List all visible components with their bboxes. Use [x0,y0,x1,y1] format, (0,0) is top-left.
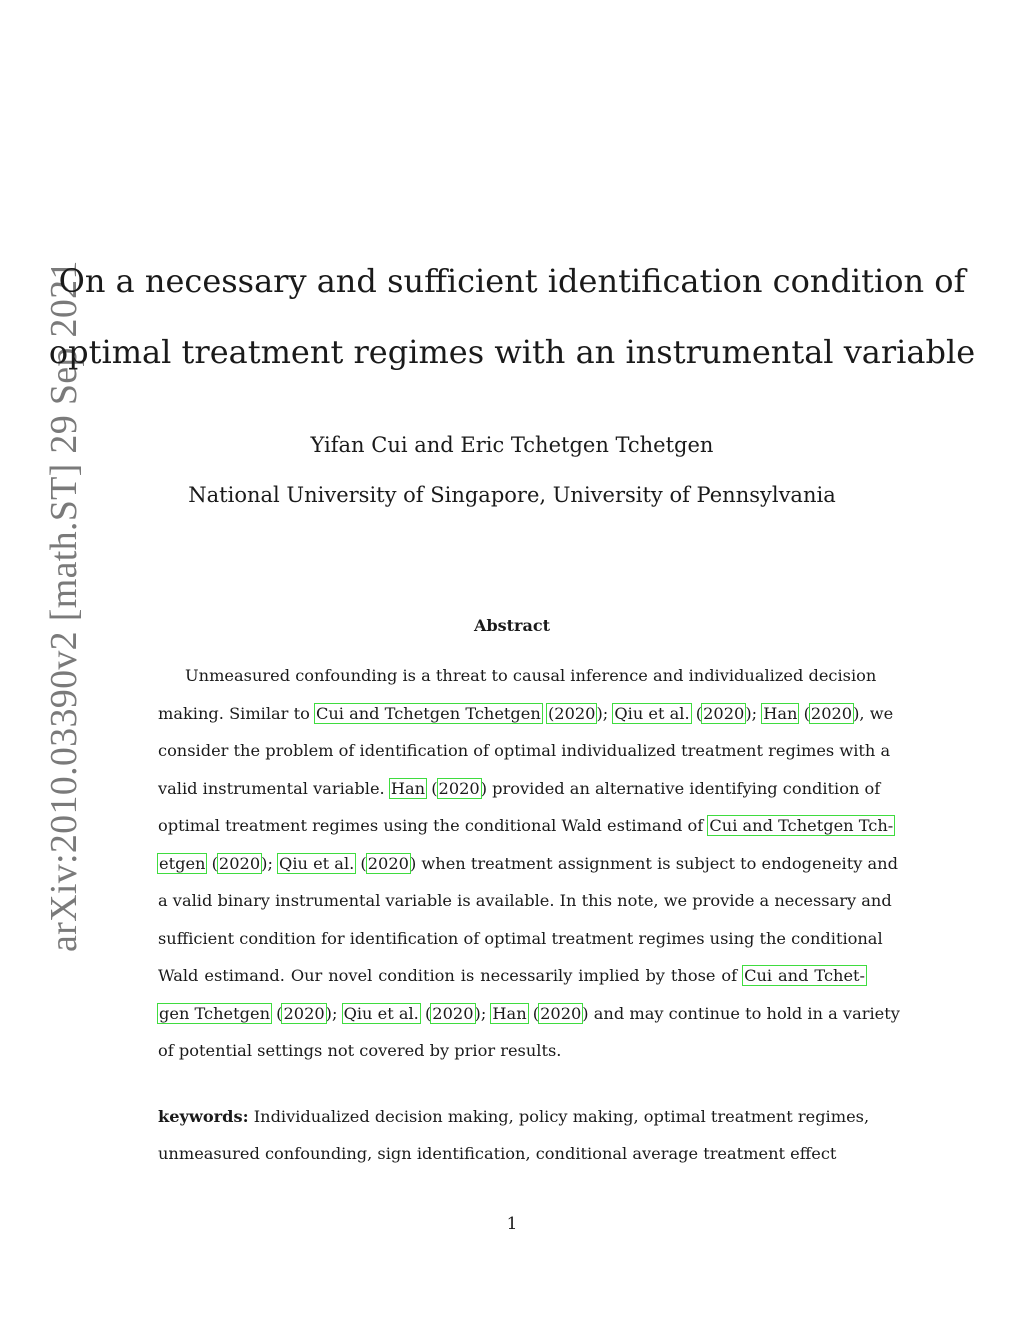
abstract-text: ), we [853,704,894,723]
abstract-line [158,815,894,837]
keywords-line-2: unmeasured confounding, sign identification, conditional average treatment effect [158,1144,837,1163]
citation-link[interactable]: gen Tchetgen [159,1004,270,1023]
abstract-text: Wald estimand. Our novel condition is necessarily implied by those of [158,966,744,985]
abstract-line [158,740,891,762]
citation-link[interactable]: Cui and Tchetgen Tch- [709,816,894,835]
abstract-text: ( [798,704,810,723]
citation-link[interactable]: 2020 [218,854,261,873]
abstract-text: a valid binary instrumental variable is available. In this note, we provide a necessary and [158,891,892,910]
keywords-text-1: Individualized decision making, policy making, optimal treatment regimes, [253,1107,870,1126]
abstract-text: ); [261,854,279,873]
page-number: 1 [506,1214,518,1234]
arxiv-identifier: arXiv:2010.03390v2 [math.ST] 29 Sep 2021 [43,260,85,952]
abstract-text: ) when treatment assignment is subject to endogeneity and [409,854,898,873]
abstract-text: ( [419,1004,432,1023]
citation-link[interactable]: 2020 [438,779,480,798]
paper-title-line-1: On a necessary and sufficient identification condition of [58,262,966,300]
authors: Yifan Cui and Eric Tchetgen Tchetgen [310,433,714,457]
abstract-text: consider the problem of identification of optimal individualized treatment regimes with a [158,741,891,760]
citation-link[interactable]: Han [763,704,798,723]
abstract-text: ( [271,1004,283,1023]
citation-link[interactable]: 2020 [540,1004,582,1023]
abstract-text: valid instrumental variable. [158,779,390,798]
citation-link[interactable]: Cui and Tchet- [744,966,865,985]
abstract-text: ); [325,1004,343,1023]
citation-link[interactable]: Qiu et al. [614,704,690,723]
abstract-text: ( [527,1004,540,1023]
keywords-label: keywords: [158,1107,249,1126]
citation-link[interactable]: 2020 [810,704,853,723]
abstract-text: ( [426,779,438,798]
abstract-line [158,1040,866,1062]
citation-link[interactable]: etgen [159,854,206,873]
abstract-line [158,1003,900,1025]
citation-link[interactable]: Han [390,779,426,798]
abstract-text: ) provided an alternative identifying condition of [480,779,881,798]
paper-title-line-2: optimal treatment regimes with an instrumental variable [48,333,976,371]
abstract-line [158,965,866,987]
abstract-line [185,665,877,687]
abstract-text: ( [355,854,367,873]
abstract-heading: Abstract [474,616,550,635]
abstract-line [158,890,892,912]
abstract-line [158,853,898,875]
abstract-line [158,778,881,800]
citation-link[interactable]: Han [492,1004,527,1023]
abstract-text: ); [596,704,614,723]
affiliation: National University of Singapore, University of Pennsylvania [188,483,836,507]
citation-link[interactable]: 2020 [367,854,409,873]
citation-link[interactable]: 2020 [283,1004,325,1023]
citation-link[interactable]: (2020 [547,704,596,723]
citation-link[interactable]: 2020 [432,1004,474,1023]
abstract-text: ); [745,704,763,723]
citation-link[interactable]: Qiu et al. [279,854,355,873]
abstract-line [158,703,894,725]
abstract-text: ( [206,854,218,873]
abstract-text: sufficient condition for identification of optimal treatment regimes using the conditional [158,929,883,948]
abstract-text: ); [474,1004,492,1023]
abstract-text: of potential settings not covered by prior results. [158,1041,562,1060]
abstract-line [158,928,883,950]
abstract-text: Unmeasured confounding is a threat to causal inference and individualized decision [185,666,877,685]
citation-link[interactable]: 2020 [703,704,745,723]
citation-link[interactable]: Cui and Tchetgen Tchetgen [315,704,541,723]
abstract-text: making. Similar to [158,704,315,723]
abstract-text: ( [690,704,703,723]
citation-link[interactable]: Qiu et al. [343,1004,419,1023]
abstract-text: optimal treatment regimes using the conditional Wald estimand of [158,816,709,835]
keywords-line-1 [158,1106,870,1128]
abstract-text: ) and may continue to hold in a variety [582,1004,900,1023]
